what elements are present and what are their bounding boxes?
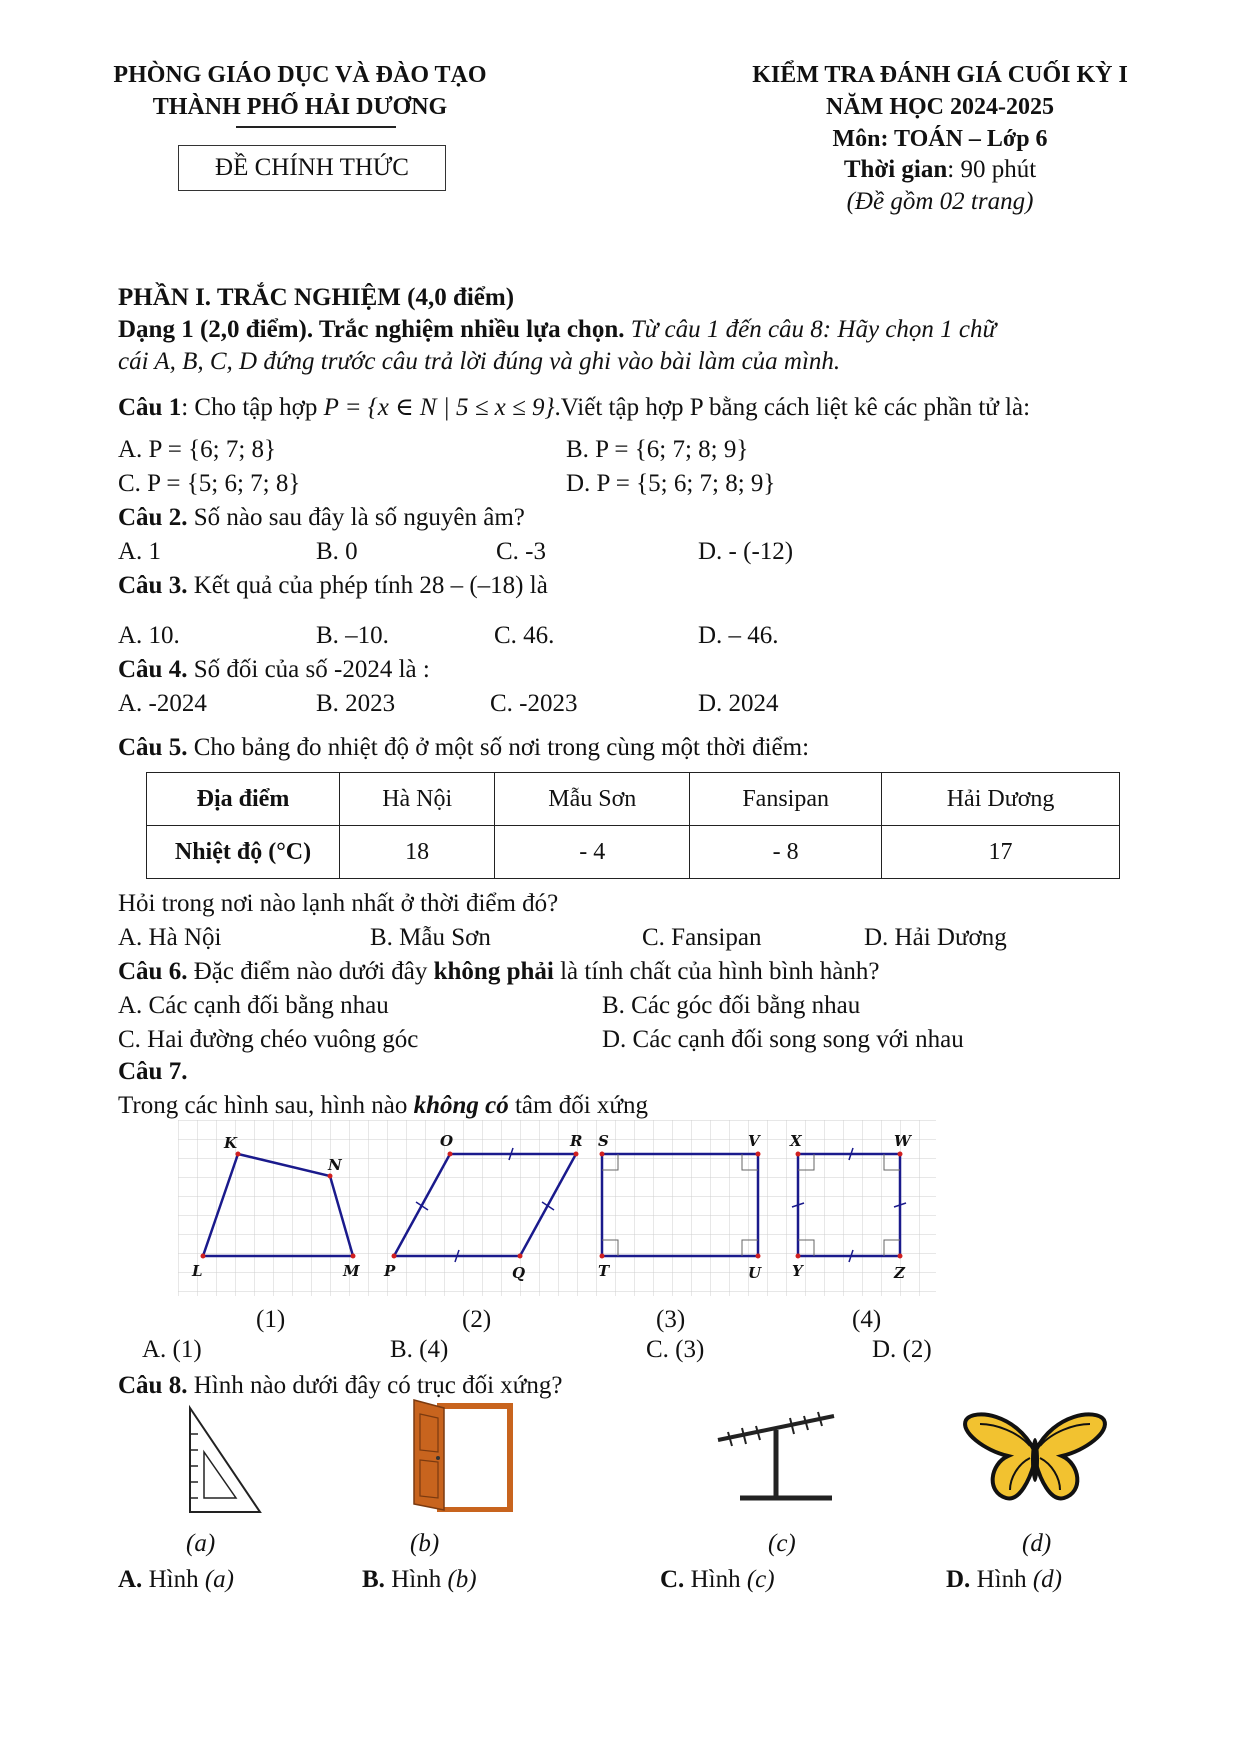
q3-option-d: D. – 46. xyxy=(698,622,779,649)
q7-label: Câu 7. xyxy=(118,1058,188,1085)
q1-option-d: D. P = {5; 6; 7; 8; 9} xyxy=(566,470,776,497)
time-label: Thời gian xyxy=(843,156,948,183)
header-underline xyxy=(236,126,396,128)
point-label: M xyxy=(343,1262,360,1280)
q3-option-c: C. 46. xyxy=(494,622,555,649)
q4-option-a: A. -2024 xyxy=(118,690,207,717)
q6-option-d: D. Các cạnh đối song song với nhau xyxy=(602,1026,964,1053)
grid-background xyxy=(178,1120,936,1296)
q8-option-a-figure: (a) xyxy=(204,1566,234,1593)
q1-option-c: C. P = {5; 6; 7; 8} xyxy=(118,470,301,497)
page-count: (Đề gồm 02 trang) xyxy=(846,188,1034,215)
q7-option-d: D. (2) xyxy=(872,1336,932,1363)
q4-label: Câu 4. xyxy=(118,656,188,683)
q3-stem xyxy=(118,572,548,600)
point-label: S xyxy=(598,1132,609,1150)
q6-option-b: B. Các góc đối bằng nhau xyxy=(602,992,861,1019)
table-cell: - 8 xyxy=(690,826,882,879)
q2-stem xyxy=(118,504,525,532)
q6-emphasis: không phải xyxy=(433,958,554,985)
dang1-title: Dạng 1 (2,0 điểm). Trắc nghiệm nhiều lựa chọn. xyxy=(118,316,625,343)
q2-option-a: A. 1 xyxy=(118,538,162,565)
q5-label: Câu 5. xyxy=(118,734,188,761)
q8-label: Câu 8. xyxy=(118,1372,188,1399)
q7-stem xyxy=(118,1092,648,1120)
city-name: THÀNH PHỐ HẢI DƯƠNG xyxy=(152,94,448,120)
q1-option-a: A. P = {6; 7; 8} xyxy=(118,436,277,463)
table-row xyxy=(147,773,1120,826)
point-label: L xyxy=(192,1262,203,1280)
q8-option-b xyxy=(362,1566,477,1594)
q5-option-c: C. Fansipan xyxy=(642,924,762,951)
table-cell: Nhiệt độ (°C) xyxy=(147,826,340,879)
point-label: Q xyxy=(512,1264,526,1282)
table-cell: Hải Dương xyxy=(882,773,1120,826)
point-label: Z xyxy=(894,1264,905,1282)
q8-option-d-text: Hình xyxy=(970,1566,1033,1593)
q7-figures xyxy=(178,1120,936,1296)
q8-option-c-letter: C. xyxy=(660,1566,685,1593)
set-square-icon xyxy=(186,1404,266,1516)
q8-option-d-figure: (d) xyxy=(1032,1566,1062,1593)
point-label: P xyxy=(384,1262,396,1280)
official-exam-box: ĐỀ CHÍNH THỨC xyxy=(178,145,446,191)
section-title: PHẦN I. TRẮC NGHIỆM (4,0 điểm) xyxy=(118,284,515,311)
q2-text: Số nào sau đây là số nguyên âm? xyxy=(187,504,525,531)
q7-emphasis: không có xyxy=(413,1092,509,1119)
q8-option-a-text: Hình xyxy=(142,1566,205,1593)
q5-option-a: A. Hà Nội xyxy=(118,924,222,951)
dang1-line2: cái A, B, C, D đứng trước câu trả lời đúng và ghi vào bài làm của mình. xyxy=(118,348,841,375)
q4-option-b: B. 2023 xyxy=(316,690,396,717)
q3-label: Câu 3. xyxy=(118,572,188,599)
q6-text-a: Đặc điểm nào dưới đây xyxy=(187,958,434,985)
q7-caption-4: (4) xyxy=(852,1306,882,1333)
point-label: X xyxy=(790,1132,802,1150)
point-label: Y xyxy=(792,1262,803,1280)
table-cell: 18 xyxy=(340,826,495,879)
point-label: W xyxy=(894,1132,911,1150)
q8-option-b-letter: B. xyxy=(362,1566,385,1593)
q6-text-b: là tính chất của hình bình hành? xyxy=(553,958,880,985)
q8-caption-c: (c) xyxy=(768,1530,796,1557)
table-cell: Địa điểm xyxy=(147,773,340,826)
q8-option-a xyxy=(118,1566,234,1594)
q8-option-c-text: Hình xyxy=(684,1566,747,1593)
q7-option-c: C. (3) xyxy=(646,1336,705,1363)
q8-option-b-text: Hình xyxy=(384,1566,448,1593)
q7-option-a: A. (1) xyxy=(142,1336,202,1363)
point-label: R xyxy=(570,1132,583,1150)
q8-caption-d: (d) xyxy=(1022,1530,1052,1557)
q3-option-b: B. –10. xyxy=(316,622,389,649)
q3-option-a: A. 10. xyxy=(118,622,180,649)
q7-caption-1: (1) xyxy=(256,1306,286,1333)
point-label: U xyxy=(748,1264,762,1282)
table-cell: - 4 xyxy=(495,826,690,879)
dang1-instruction: Từ câu 1 đến câu 8: Hãy chọn 1 chữ xyxy=(624,316,997,343)
point-label: T xyxy=(598,1262,610,1280)
q5-question: Hỏi trong nơi nào lạnh nhất ở thời điểm đó? xyxy=(118,890,559,917)
q7-text-a: Trong các hình sau, hình nào xyxy=(118,1092,414,1119)
q2-option-c: C. -3 xyxy=(496,538,546,565)
q1-set-expression: P = {x ∈ N | 5 ≤ x ≤ 9} xyxy=(323,394,555,421)
q3-text: Kết quả của phép tính 28 – (–18) là xyxy=(187,572,548,599)
table-cell: 17 xyxy=(882,826,1120,879)
q8-option-b-figure: (b) xyxy=(447,1566,477,1593)
point-label: K xyxy=(224,1134,238,1152)
point-label: V xyxy=(748,1132,760,1150)
dang1-line1 xyxy=(118,316,996,344)
q1-text-a: : Cho tập hợp xyxy=(181,394,324,421)
q2-option-b: B. 0 xyxy=(316,538,358,565)
antenna-icon xyxy=(714,1406,838,1504)
q4-stem xyxy=(118,656,430,684)
q8-caption-b: (b) xyxy=(410,1530,440,1557)
point-label: O xyxy=(440,1132,454,1150)
q8-option-d xyxy=(946,1566,1062,1594)
q2-option-d: D. - (-12) xyxy=(698,538,794,565)
q6-option-c: C. Hai đường chéo vuông góc xyxy=(118,1026,419,1053)
q7-caption-2: (2) xyxy=(462,1306,492,1333)
q8-option-c-figure: (c) xyxy=(746,1566,775,1593)
time-value: : 90 phút xyxy=(947,156,1037,183)
q7-text-b: tâm đối xứng xyxy=(508,1092,648,1119)
q6-option-a: A. Các cạnh đối bằng nhau xyxy=(118,992,389,1019)
q4-text: Số đối của số -2024 là : xyxy=(187,656,430,683)
open-door-icon xyxy=(410,1396,516,1512)
q8-option-c xyxy=(660,1566,775,1594)
subject-line: Môn: TOÁN – Lớp 6 xyxy=(832,126,1048,152)
q1-label: Câu 1 xyxy=(118,394,182,421)
q5-option-d: D. Hải Dương xyxy=(864,924,1007,951)
q4-option-c: C. -2023 xyxy=(490,690,578,717)
table-cell: Hà Nội xyxy=(340,773,495,826)
q5-stem xyxy=(118,734,809,762)
q5-option-b: B. Mẫu Sơn xyxy=(370,924,491,951)
time-line xyxy=(690,156,1190,184)
q7-caption-3: (3) xyxy=(656,1306,686,1333)
q8-option-d-letter: D. xyxy=(946,1566,971,1593)
q8-caption-a: (a) xyxy=(186,1530,216,1557)
school-year: NĂM HỌC 2024-2025 xyxy=(826,94,1054,120)
q1-text-b: .Viết tập hợp P bằng cách liệt kê các phần tử là: xyxy=(554,394,1031,421)
point-label: N xyxy=(328,1156,342,1174)
q7-option-b: B. (4) xyxy=(390,1336,449,1363)
q1-stem xyxy=(118,392,1030,422)
q5-text: Cho bảng đo nhiệt độ ở một số nơi trong cùng một thời điểm: xyxy=(187,734,810,761)
q8-option-a-letter: A. xyxy=(118,1566,143,1593)
q6-label: Câu 6. xyxy=(118,958,188,985)
table-cell: Fansipan xyxy=(690,773,882,826)
q8-text: Hình nào dưới đây có trục đối xứng? xyxy=(187,1372,563,1399)
temperature-table xyxy=(146,772,1120,879)
q2-label: Câu 2. xyxy=(118,504,188,531)
q4-option-d: D. 2024 xyxy=(698,690,779,717)
department-name: PHÒNG GIÁO DỤC VÀ ĐÀO TẠO xyxy=(113,62,487,88)
q6-stem xyxy=(118,958,879,986)
table-row xyxy=(147,826,1120,879)
table-cell: Mẫu Sơn xyxy=(495,773,690,826)
exam-title: KIỂM TRA ĐÁNH GIÁ CUỐI KỲ I xyxy=(752,62,1128,88)
q1-option-b: B. P = {6; 7; 8; 9} xyxy=(566,436,749,463)
butterfly-icon xyxy=(960,1406,1110,1504)
